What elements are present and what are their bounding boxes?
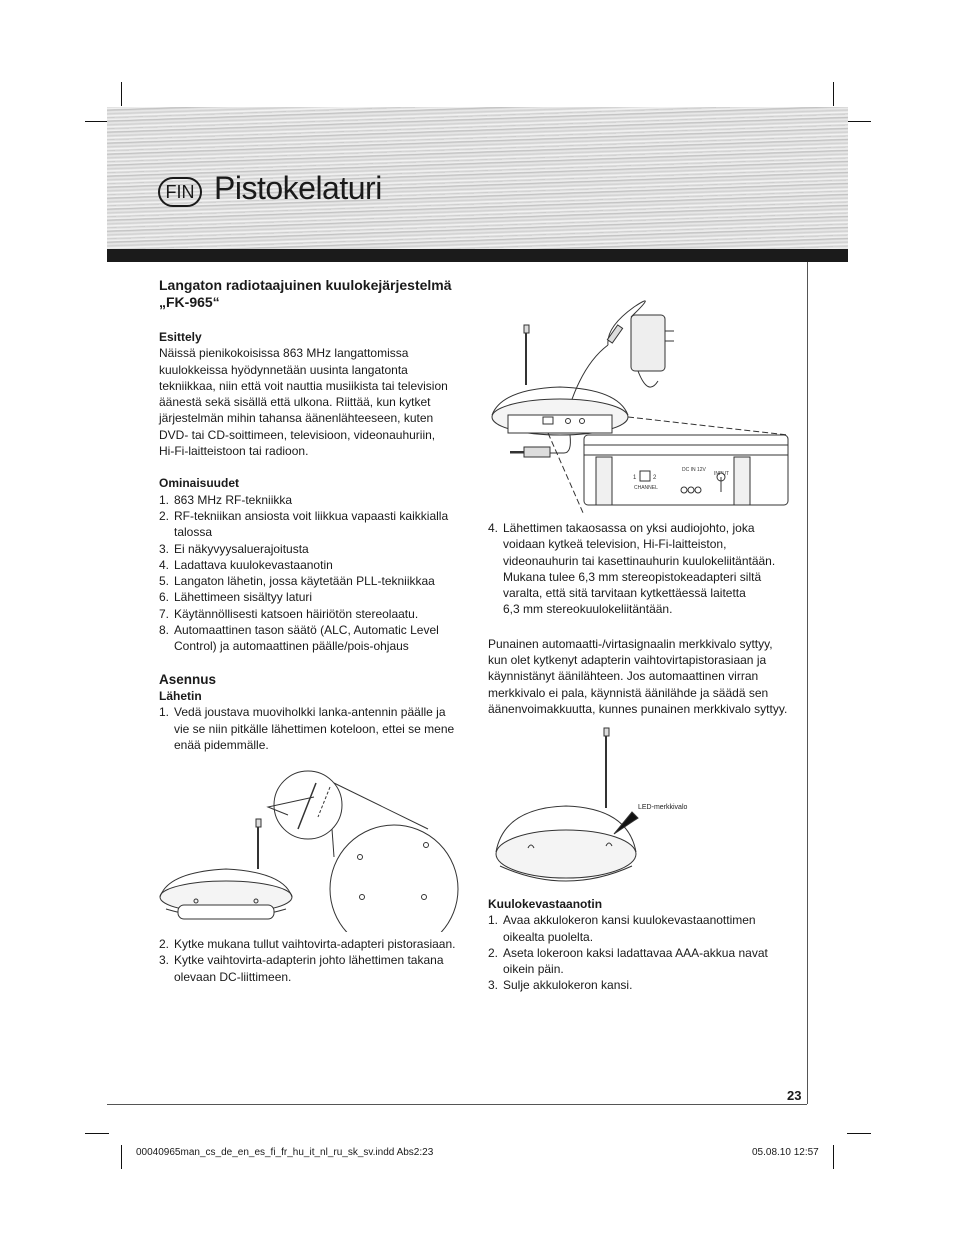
crop-mark <box>85 121 109 122</box>
list-item: 5. Langaton lähetin, jossa käytetään PLL-tekniikkaa <box>159 574 435 589</box>
left-column-bottom <box>159 936 474 985</box>
crop-mark <box>121 82 122 106</box>
list-item: 2. Kytke mukana tullut vaihtovirta-adapteri pistorasiaan. <box>159 937 456 951</box>
crop-mark <box>85 1133 109 1134</box>
text-line: tekniikkaa, niin että voit nauttia musiikista tai television <box>159 378 448 393</box>
list-item: 4. Lähettimen takaosassa on yksi audiojohto, joka voidaan kytkeä television, Hi-Fi-laitteiston, videonauhurin tai kasettinauhurin kuulokeliitäntään. Mukana tulee 6,3 mm stereopistokeadapteri siltä varalta, että sitä tarvitaan kytkettäessä laitetta 6,3 mm stereokuulokeliitäntään. <box>488 521 776 617</box>
footer-date: 05.08.10 12:57 <box>752 1147 819 1158</box>
crop-mark <box>847 121 871 122</box>
list-item: 2. RF-tekniikan ansiosta voit liikkua vapaasti kaikkialla talossa <box>159 508 449 540</box>
channel-2-label: 2 <box>653 475 657 481</box>
text-line: käynnistänyt äänilähteen. Jos automaattinen virran <box>488 669 759 684</box>
list-item: 6. Lähettimeen sisältyy laturi <box>159 590 313 605</box>
page-number: 23 <box>787 1088 802 1103</box>
text-line: äänenvoimakkuutta, kunnes punainen merkkivalo syttyy. <box>488 701 788 716</box>
list-item: 3. Kytke vaihtovirta-adapterin johto lähettimen takana olevaan DC-liittimeen. <box>159 953 444 984</box>
text-line: Näissä pienikokoisissa 863 MHz langattomissa <box>159 346 409 361</box>
receiver-section <box>488 896 803 994</box>
led-label: LED-merkkivalo <box>638 804 688 811</box>
list-item: 8. Automaattinen tason säätö (ALC, Automatic Level Control) ja automaattinen päälle/pois-ohjaus <box>159 623 439 654</box>
channel-label: CHANNEL <box>634 485 658 491</box>
transmitter-antenna-figure <box>158 757 463 932</box>
install-steps-2-3 <box>159 936 474 985</box>
channel-1-label: 1 <box>633 475 637 481</box>
list-item: 1. 863 MHz RF-tekniikka <box>159 492 293 507</box>
right-column <box>488 520 803 717</box>
text-line: järjestelmän mihin tahansa äänenlähteeseen, kuten <box>159 411 434 426</box>
text-line: kuulokkeissa hyödynnetään uusinta langatonta <box>159 362 408 377</box>
install-step-4 <box>488 520 803 618</box>
list-item: 4. Ladattava kuulokevastaanotin <box>159 557 333 572</box>
text-line: DVD- tai CD-soittimeen, televisioon, videonauhuriin, <box>159 427 436 442</box>
text-line: Hi-Fi-laitteistoon tai radioon. <box>159 444 309 459</box>
product-title: Langaton radiotaajuinen kuulokejärjestelmä <box>159 277 452 293</box>
list-item: 2. Aseta lokeroon kaksi ladattavaa AAA-akkua navat oikein päin. <box>488 945 768 977</box>
header-bar <box>107 249 848 262</box>
install-heading: Asennus <box>159 671 217 687</box>
led-paragraph <box>488 636 803 717</box>
dc-in-label: DC IN 12V <box>682 467 706 473</box>
input-label: INPUT <box>714 471 729 477</box>
crop-mark <box>847 1133 871 1134</box>
receiver-heading: Kuulokevastaanotin <box>488 897 603 911</box>
right-rule <box>807 262 808 1104</box>
receiver-steps <box>488 912 803 993</box>
text-line: merkkivalo ei pala, käynnistä äänilähde ja säädä sen <box>488 685 769 700</box>
list-item: 3. Sulje akkulokeron kansi. <box>488 978 633 993</box>
intro-text <box>159 345 474 459</box>
text-line: kun olet kytkenyt adapterin vaihtovirtapistorasiaan ja <box>488 653 767 668</box>
features-list <box>159 492 474 655</box>
features-heading: Ominaisuudet <box>159 476 240 491</box>
language-badge: FIN <box>158 177 202 207</box>
left-column <box>159 277 474 753</box>
receiver-led-figure <box>494 726 714 891</box>
crop-mark <box>833 1145 834 1169</box>
transmitter-heading: Lähetin <box>159 688 202 703</box>
footer-filename: 00040965man_cs_de_en_es_fi_fr_hu_it_nl_ru_sk_sv.indd Abs2:23 <box>136 1147 434 1158</box>
list-item: 1. Vedä joustava muoviholkki lanka-antennin päälle ja vie se niin pitkälle lähettimen koteloon, ettei se mene enää pidemmälle. <box>159 705 455 752</box>
text-line: äänestä sekä sisällä että ulkona. Riittää, kun kytket <box>159 395 431 410</box>
intro-heading: Esittely <box>159 330 202 344</box>
bottom-rule <box>107 1104 807 1105</box>
list-item: 7. Käytännöllisesti katsoen häiriötön stereolaatu. <box>159 606 419 621</box>
list-item: 3. Ei näkyvyysaluerajoitusta <box>159 541 309 556</box>
crop-mark <box>121 1145 122 1169</box>
text-line: Punainen automaatti-/virtasignaalin merkkivalo syttyy, <box>488 636 773 651</box>
install-step-1 <box>159 704 474 753</box>
crop-mark <box>833 82 834 106</box>
transmitter-back-figure <box>488 297 793 515</box>
page-title: Pistokelaturi <box>214 170 382 206</box>
product-model: „FK-965“ <box>159 294 220 310</box>
list-item: 1. Avaa akkulokeron kansi kuulokevastaanottimen oikealta puolelta. <box>488 913 756 944</box>
